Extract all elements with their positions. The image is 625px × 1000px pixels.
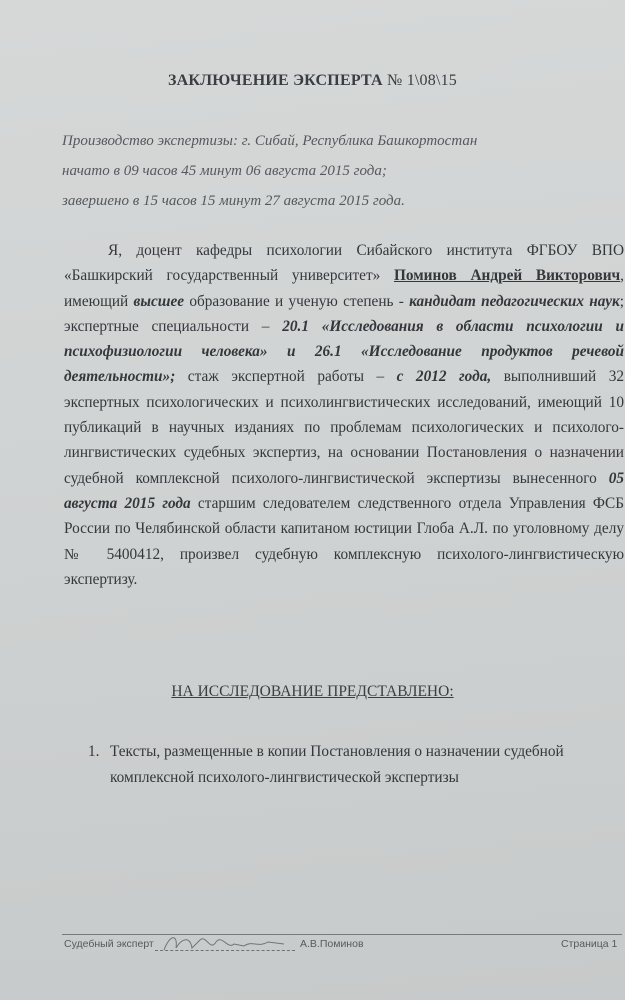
signature-mark — [160, 930, 290, 956]
title-text: ЗАКЛЮЧЕНИЕ ЭКСПЕРТА — [167, 72, 383, 89]
paragraph-intro: Я, доцент кафедры психологии Сибайского института ФГБОУ ВПО «Башкирский государственный университет» — [64, 242, 624, 285]
paragraph-text: образование и ученую степень - — [184, 292, 410, 310]
order-date: 05 августа 2015 года — [64, 469, 624, 512]
expert-name: Поминов Андрей Викторович — [393, 267, 621, 285]
paragraph-text: ; экспертные специальности – — [64, 292, 625, 335]
meta-start: начато в 09 часов 45 минут 06 августа 2015 года; — [62, 163, 387, 179]
expert-specialties: 20.1 «Исследования в области психологии и психофизиологии человека» и 26.1 «Исследование продуктов речевой деятельности»; — [64, 317, 624, 386]
education-level: высшее — [133, 292, 185, 310]
section-heading: НА ИССЛЕДОВАНИЕ ПРЕДСТАВЛЕНО: — [171, 683, 454, 700]
footer-page-number: Страница 1 — [561, 938, 618, 950]
meta-end: завершено в 15 часов 15 минут 27 августа 2015 года. — [62, 193, 405, 209]
list-item-number: 1. — [88, 743, 100, 760]
document-number: № 1\08\15 — [387, 72, 457, 89]
meta-location: Производство экспертизы: г. Сибай, Республика Башкортостан — [62, 133, 478, 149]
list-item — [88, 739, 608, 791]
main-paragraph — [64, 238, 624, 592]
list-item-text: Тексты, размещенные в копии Постановления о назначении судебной комплексной психолого-лингвистической экспертизы — [110, 743, 564, 786]
expert-experience: с 2012 года, — [396, 368, 492, 386]
academic-degree: кандидат педагогических наук — [409, 292, 620, 310]
footer-expert-label: Судебный эксперт — [64, 938, 154, 950]
footer-expert-name: А.В.Поминов — [300, 938, 364, 950]
paragraph-text: старшим следователем следственного отдела Управления ФСБ России по Челябинской области капитаном юстиции Глоба А.Л. по уголовному делу № 5400412, произвел судебную комплексную психолого-лингвистическую экспертизу. — [64, 494, 625, 588]
paragraph-text: стаж экспертной работы – — [175, 368, 397, 386]
document-title — [0, 72, 625, 90]
paragraph-text: , имеющий — [64, 267, 624, 310]
paragraph-text: выполнивший 32 экспертных психологических и психолингвистических исследований, имеющий 10 публикаций в научных изданиях по проблемам психологических и психолого-лингвистических судебных экспертиз, на основании Постановления о назначении судебной комплексной психолого-лингвистической экспертизы вынесенного — [64, 368, 625, 487]
footer-divider — [62, 934, 622, 935]
